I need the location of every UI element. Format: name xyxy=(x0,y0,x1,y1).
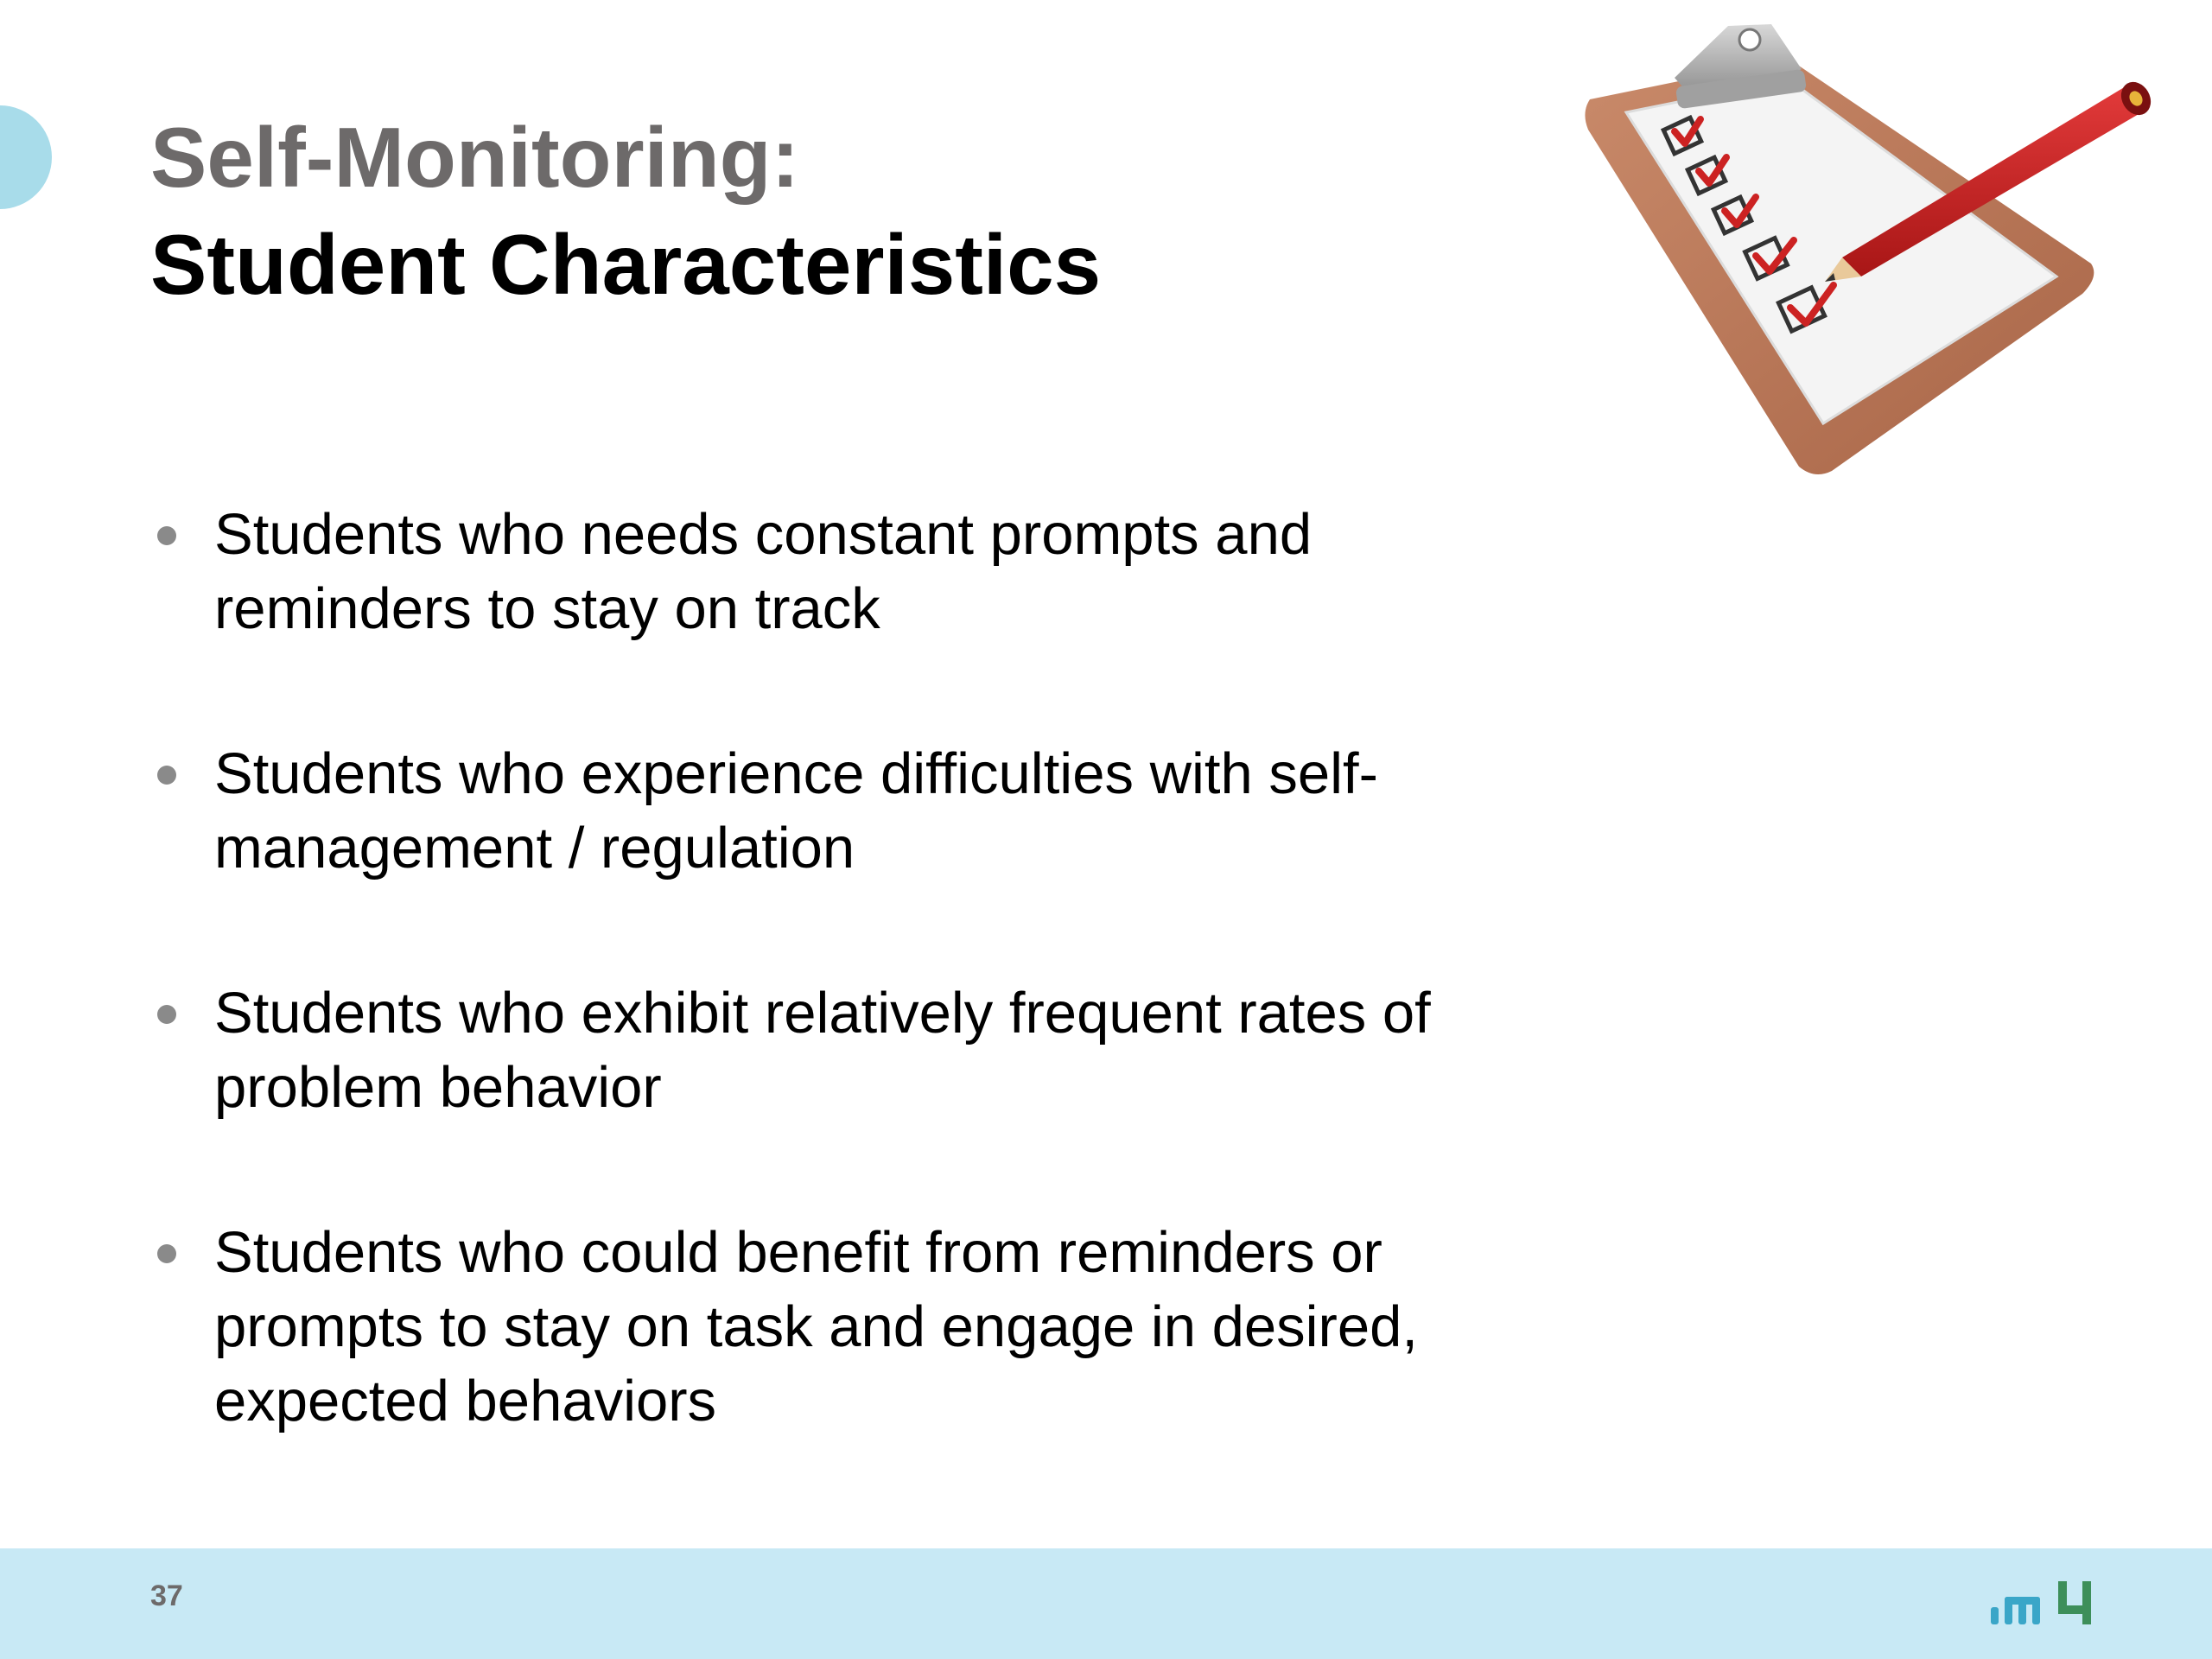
page-number: 37 xyxy=(150,1580,183,1612)
bullet-text-line: Students who experience difficulties with self- xyxy=(214,741,1378,806)
bullet-item xyxy=(150,737,1567,886)
bullet-text-line: Students who could benefit from reminders or xyxy=(214,1220,1382,1285)
title-line-2: Student Characteristics xyxy=(150,217,1102,312)
bullet-text-line: prompts to stay on task and engage in desired, xyxy=(214,1294,1418,1359)
bullet-list xyxy=(150,498,1567,1529)
corner-accent-circle xyxy=(0,105,52,209)
im4-logo-icon xyxy=(1987,1571,2108,1633)
bullet-text-line: expected behaviors xyxy=(214,1369,717,1433)
bullet-item xyxy=(150,498,1567,646)
bullet-item xyxy=(150,1216,1567,1439)
bullet-text-line: problem behavior xyxy=(214,1055,662,1120)
title-line-1: Self-Monitoring: xyxy=(150,110,800,205)
bullet-dot-icon xyxy=(157,1005,176,1024)
bullet-text-line: Students who needs constant prompts and xyxy=(214,502,1313,567)
bullet-dot-icon xyxy=(157,526,176,545)
bullet-text-line: Students who exhibit relatively frequent rates of xyxy=(214,981,1431,1046)
slide-title xyxy=(150,104,1446,318)
clipboard-checklist-icon xyxy=(1573,17,2195,484)
bullet-item xyxy=(150,976,1567,1125)
bullet-text-line: management / regulation xyxy=(214,816,855,880)
bullet-text-line: reminders to stay on track xyxy=(214,576,880,641)
footer-bar xyxy=(0,1548,2212,1659)
bullet-dot-icon xyxy=(157,766,176,785)
bullet-dot-icon xyxy=(157,1244,176,1263)
